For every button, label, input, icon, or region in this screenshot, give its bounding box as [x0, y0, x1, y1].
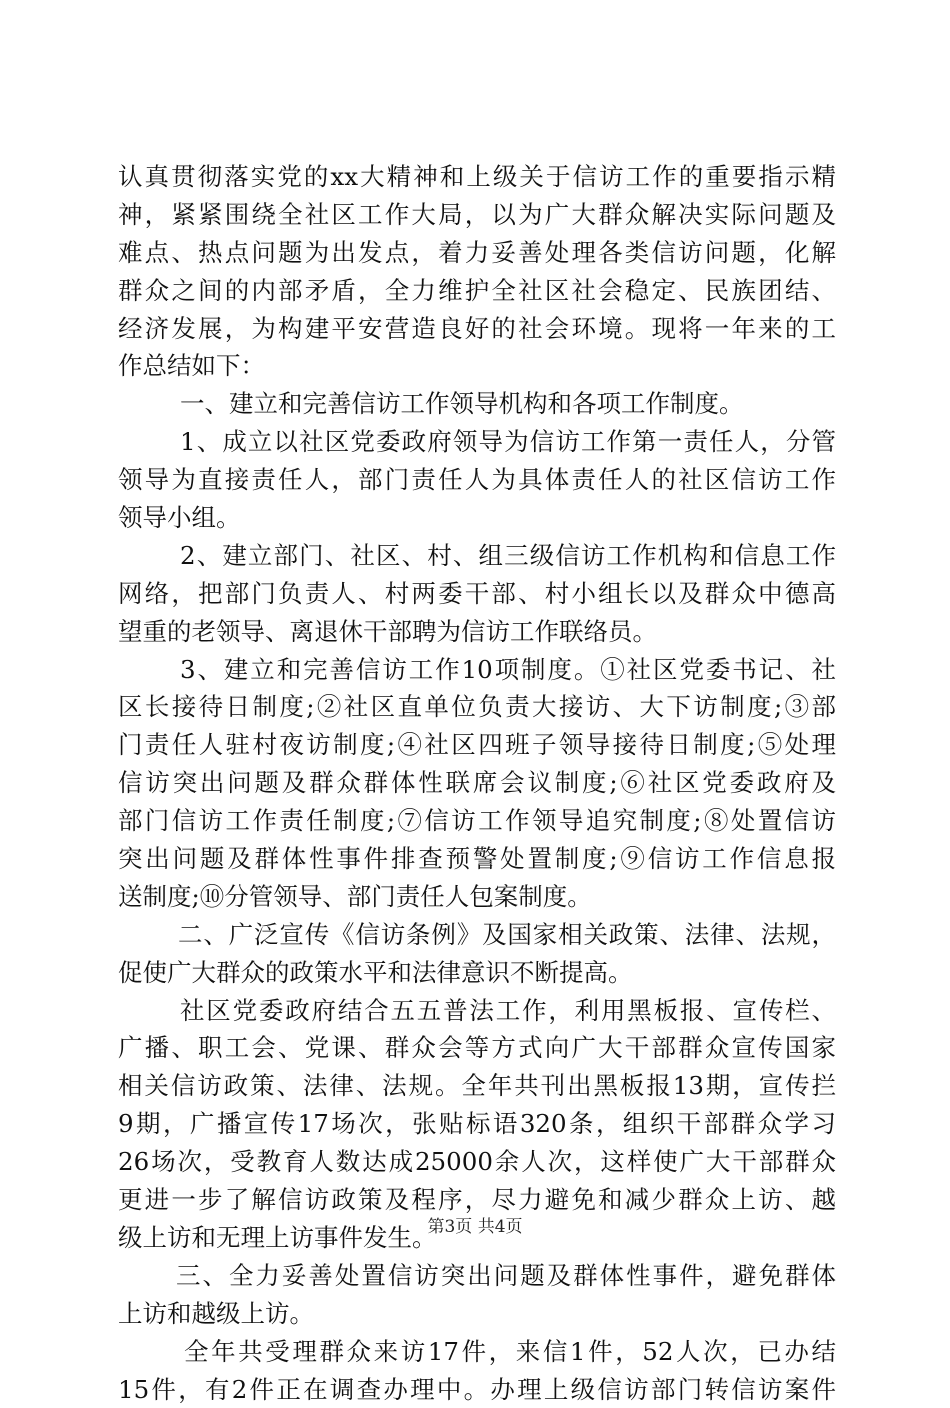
text-line: 难点、热点问题为出发点，着力妥善处理各类信访问题，化解 — [118, 234, 836, 272]
text-line: 作总结如下： — [118, 347, 836, 385]
text-line: 2、建立部门、社区、村、组三级信访工作机构和信息工作 — [118, 537, 836, 575]
text-line: 认真贯彻落实党的xx大精神和上级关于信访工作的重要指示精 — [118, 158, 836, 196]
text-line: 领导小组。 — [118, 499, 836, 537]
text-line: 部门信访工作责任制度;⑦信访工作领导追究制度;⑧处置信访 — [118, 802, 836, 840]
text-line: 上访和越级上访。 — [118, 1295, 836, 1333]
text-line: 群众之间的内部矛盾，全力维护全社区社会稳定、民族团结、 — [118, 272, 836, 310]
text-line: 26场次，受教育人数达成25000余人次，这样使广大干部群众 — [118, 1143, 836, 1181]
text-line: 神，紧紧围绕全社区工作大局，以为广大群众解决实际问题及 — [118, 196, 836, 234]
text-line: 级上访和无理上访事件发生。 — [118, 1219, 836, 1257]
section-heading-3: 三、全力妥善处置信访突出问题及群体性事件，避免群体 — [118, 1257, 836, 1295]
text-line: 9期，广播宣传17场次，张贴标语320条，组织干部群众学习 — [118, 1105, 836, 1143]
text-line: 1、成立以社区党委政府领导为信访工作第一责任人，分管 — [118, 423, 836, 461]
text-line: 相关信访政策、法律、法规。全年共刊出黑板报13期，宣传拦 — [118, 1067, 836, 1105]
text-line: 经济发展，为构建平安营造良好的社会环境。现将一年来的工 — [118, 310, 836, 348]
text-line: 望重的老领导、离退休干部聘为信访工作联络员。 — [118, 613, 836, 651]
text-line: 社区党委政府结合五五普法工作，利用黑板报、宣传栏、 — [118, 992, 836, 1030]
text-line: 门责任人驻村夜访制度;④社区四班子领导接待日制度;⑤处理 — [118, 726, 836, 764]
text-line: 网络，把部门负责人、村两委干部、村小组长以及群众中德高 — [118, 575, 836, 613]
text-line: 区长接待日制度;②社区直单位负责大接访、大下访制度;③部 — [118, 688, 836, 726]
section-heading-1: 一、建立和完善信访工作领导机构和各项工作制度。 — [118, 385, 836, 423]
text-line: 更进一步了解信访政策及程序，尽力避免和减少群众上访、越 — [118, 1181, 836, 1219]
text-line: 信访突出问题及群众群体性联席会议制度;⑥社区党委政府及 — [118, 764, 836, 802]
text-line: 全年共受理群众来访17件，来信1件，52人次，已办结 — [118, 1333, 836, 1371]
text-line: 领导为直接责任人，部门责任人为具体责任人的社区信访工作 — [118, 461, 836, 499]
section-heading-2: 二、广泛宣传《信访条例》及国家相关政策、法律、法规， — [118, 916, 836, 954]
text-line: 突出问题及群体性事件排查预警处置制度;⑨信访工作信息报 — [118, 840, 836, 878]
text-line: 3、建立和完善信访工作10项制度。①社区党委书记、社 — [118, 651, 836, 689]
text-line: 15件，有2件正在调查办理中。办理上级信访部门转信访案件 — [118, 1371, 836, 1408]
text-line: 促使广大群众的政策水平和法律意识不断提高。 — [118, 954, 836, 992]
text-line: 广播、职工会、党课、群众会等方式向广大干部群众宣传国家 — [118, 1029, 836, 1067]
page-number-footer: 第3页 共4页 — [0, 1216, 950, 1238]
text-line: 送制度;⑩分管领导、部门责任人包案制度。 — [118, 878, 836, 916]
